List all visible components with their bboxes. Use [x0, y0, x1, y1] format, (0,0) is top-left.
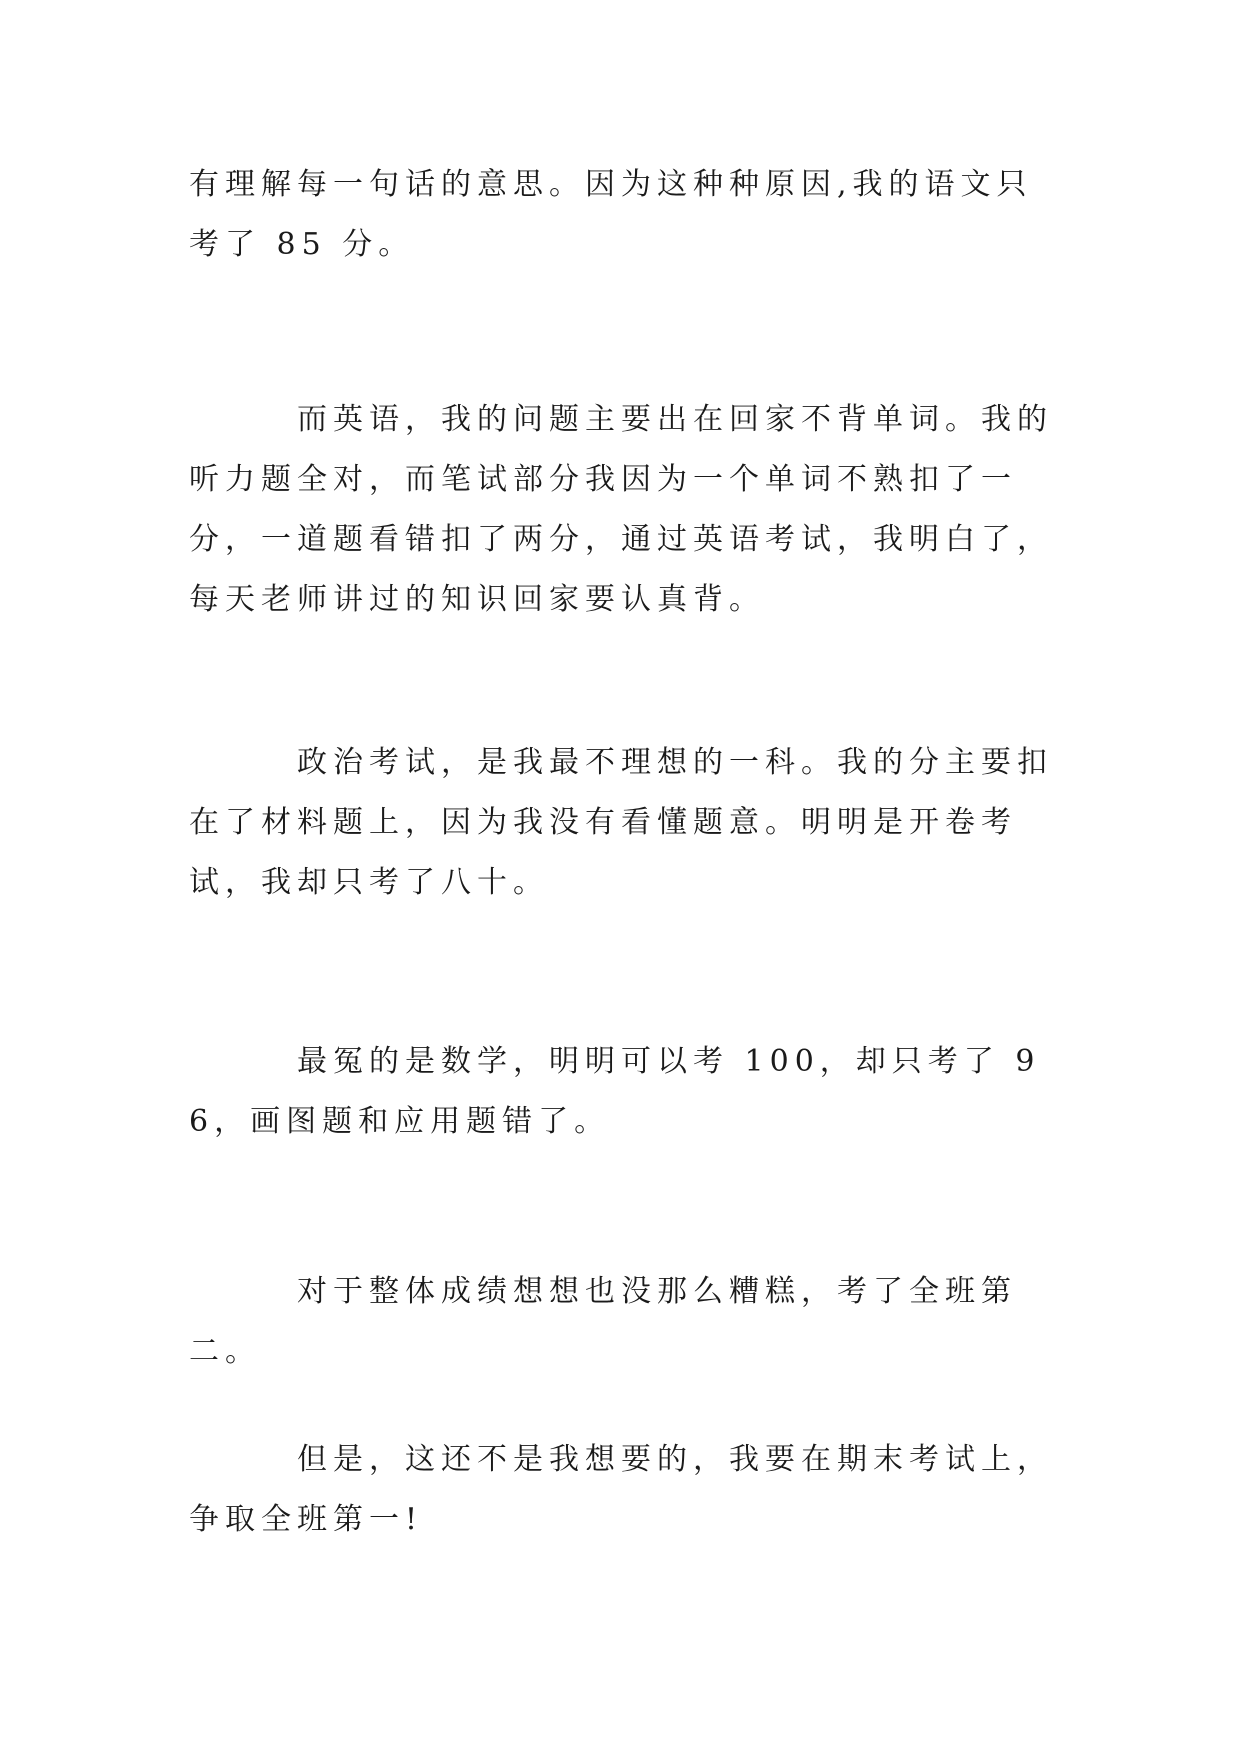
paragraph-overall: 对于整体成绩想想也没那么糟糕，考了全班第二。	[189, 1274, 1017, 1369]
paragraph-chinese-score: 有理解每一句话的意思。因为这种种原因,我的语文只考了 85 分。	[189, 167, 1033, 262]
paragraph-english: 而英语，我的问题主要出在回家不背单词。我的听力题全对，而笔试部分我因为一个单词不熟扣了一分，一道题看错扣了两分，通过英语考试，我明白了，每天老师讲过的知识回家要认真背。	[189, 402, 1053, 617]
paragraph-math: 最冤的是数学，明明可以考 100，却只考了 96，画图题和应用题错了。	[189, 1044, 1041, 1139]
paragraph-politics: 政治考试，是我最不理想的一科。我的分主要扣在了材料题上，因为我没有看懂题意。明明是开卷考试，我却只考了八十。	[189, 745, 1053, 900]
paragraph-goal: 但是，这还不是我想要的，我要在期末考试上，争取全班第一!	[189, 1442, 1053, 1537]
